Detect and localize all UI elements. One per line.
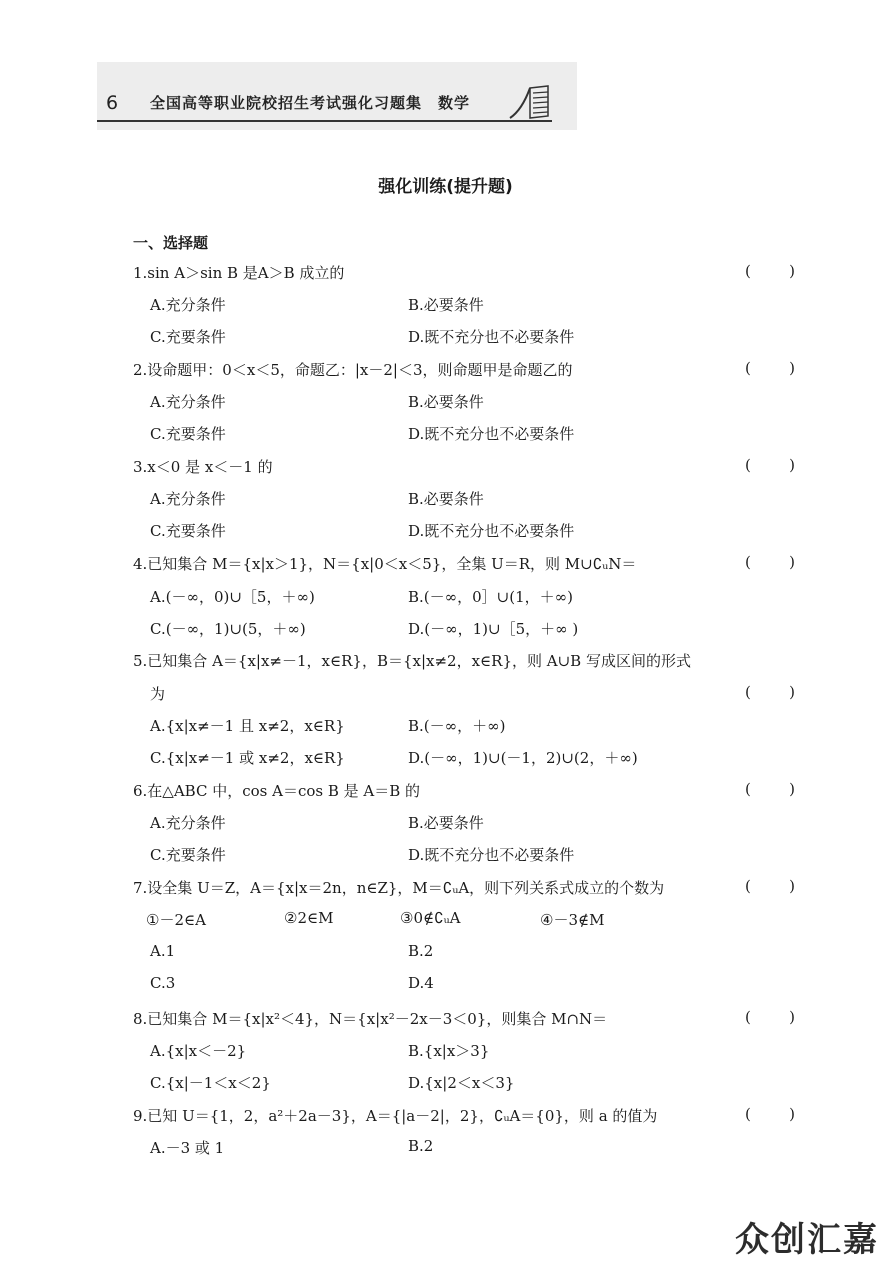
paren-close: ) [789,683,795,701]
paren-close: ) [789,780,795,798]
option: A.{x|x≠－1 且 x≠2，x∈R} [150,717,345,735]
statement: ③0∉∁ᵤA [400,909,461,927]
option: C.充要条件 [150,328,226,346]
answer-paren [745,780,795,798]
option: A.－3 或 1 [150,1139,225,1157]
option: A.{x|x＜－2} [150,1042,247,1060]
paren-close: ) [789,1105,795,1123]
paren-open: ( [745,553,751,571]
option: D.4 [408,974,434,992]
option: A.(－∞，0)∪［5，＋∞) [150,588,315,606]
option: C.{x|x≠－1 或 x≠2，x∈R} [150,749,345,767]
question-3: 3.x＜0 是 x＜－1 的 [133,458,273,476]
option: A.充分条件 [150,814,226,832]
statement: ①－2∈A [146,911,206,929]
question-1: 1.sin A＞sin B 是A＞B 成立的 [133,264,345,282]
question-2: 2.设命题甲：0＜x＜5，命题乙：|x－2|＜3，则命题甲是命题乙的 [133,361,573,379]
answer-paren [745,262,795,280]
answer-paren [745,1008,795,1026]
question-7: 7.设全集 U＝Z，A＝{x|x＝2n，n∈Z}，M＝∁ᵤA，则下列关系式成立的个数为 [133,879,665,897]
page-number: 6 [106,92,119,114]
option: B.(－∞，0］∪(1，＋∞) [408,588,573,606]
question-4: 4.已知集合 M＝{x|x＞1}，N＝{x|0＜x＜5}，全集 U＝R，则 M∪∁ᵤN＝ [133,555,637,573]
option: C.3 [150,974,176,992]
paren-close: ) [789,359,795,377]
paren-open: ( [745,877,751,895]
option: A.充分条件 [150,393,226,411]
option: B.(－∞，＋∞) [408,717,506,735]
option: A.1 [150,942,176,960]
option: D.既不充分也不必要条件 [408,425,575,443]
statement: ④－3∉M [540,911,605,929]
statement: ②2∈M [284,909,334,927]
option: B.2 [408,1137,434,1155]
answer-paren [745,553,795,571]
option: B.必要条件 [408,393,484,411]
book-stack-icon [508,80,556,122]
option: C.{x|－1＜x＜2} [150,1074,271,1092]
paren-open: ( [745,780,751,798]
part-heading: 一、选择题 [133,234,209,252]
option: C.充要条件 [150,846,226,864]
question-5-cont: 为 [150,685,166,703]
paren-open: ( [745,359,751,377]
paren-close: ) [789,877,795,895]
paren-close: ) [789,262,795,280]
answer-paren [745,1105,795,1123]
answer-paren [745,359,795,377]
option: C.充要条件 [150,522,226,540]
book-subject: 数学 [438,94,471,112]
answer-paren [745,683,795,701]
option: D.既不充分也不必要条件 [408,522,575,540]
paren-open: ( [745,1105,751,1123]
paren-close: ) [789,456,795,474]
question-8: 8.已知集合 M＝{x|x²＜4}，N＝{x|x²－2x－3＜0}，则集合 M∩N＝ [133,1010,608,1028]
header-rule [97,120,552,122]
book-title-text: 全国高等职业院校招生考试强化习题集 [150,94,423,112]
paren-open: ( [745,456,751,474]
option: D.(－∞，1)∪［5，＋∞ ) [408,620,579,638]
option: B.必要条件 [408,490,484,508]
paren-close: ) [789,1008,795,1026]
answer-paren [745,877,795,895]
option: D.既不充分也不必要条件 [408,846,575,864]
option: B.2 [408,942,434,960]
paren-open: ( [745,262,751,280]
paren-open: ( [745,1008,751,1026]
paren-close: ) [789,553,795,571]
answer-paren [745,456,795,474]
question-6: 6.在△ABC 中，cos A＝cos B 是 A＝B 的 [133,782,421,800]
option: A.充分条件 [150,296,226,314]
book-title [150,92,470,113]
watermark: 众创汇嘉 [735,1220,879,1260]
option: B.必要条件 [408,814,484,832]
question-5: 5.已知集合 A＝{x|x≠－1，x∈R}，B＝{x|x≠2，x∈R}，则 A∪B 写成区间的形式 [133,652,691,670]
option: C.(－∞，1)∪(5，＋∞) [150,620,306,638]
option: B.{x|x＞3} [408,1042,490,1060]
option: D.{x|2＜x＜3} [408,1074,515,1092]
option: D.(－∞，1)∪(－1，2)∪(2，＋∞) [408,749,638,767]
section-title: 强化训练(提升题) [378,177,513,197]
option: C.充要条件 [150,425,226,443]
option: D.既不充分也不必要条件 [408,328,575,346]
option: B.必要条件 [408,296,484,314]
question-9: 9.已知 U＝{1，2，a²＋2a－3}，A＝{|a－2|，2}，∁ᵤA＝{0}，则 a 的值为 [133,1107,658,1125]
paren-open: ( [745,683,751,701]
option: A.充分条件 [150,490,226,508]
